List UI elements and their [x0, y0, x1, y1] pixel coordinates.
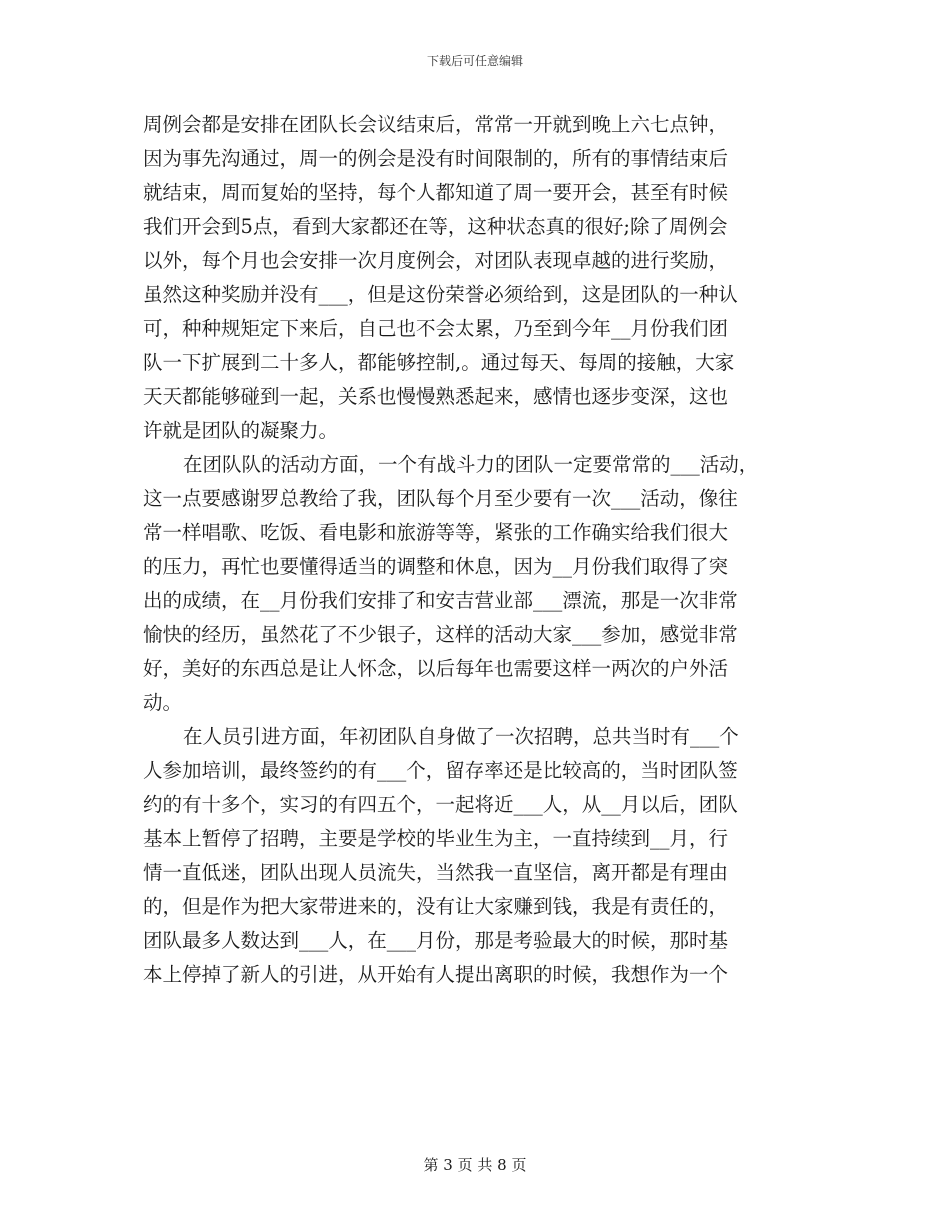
text-line: 本上停掉了新人的引进，从开始有人提出离职的时候，我想作为一个	[143, 963, 729, 986]
text-line: 常一样唱歌、吃饭、看电影和旅游等等，紧张的工作确实给我们很大	[143, 521, 729, 544]
text-line: 许就是团队的凝聚力。	[143, 419, 339, 442]
paragraph	[143, 448, 813, 720]
text-line: 基本上暂停了招聘，主要是学校的毕业生为主，一直持续到__月，行	[143, 827, 729, 850]
text-line: 动。	[143, 691, 183, 714]
document-body	[143, 108, 813, 992]
text-line: 我们开会到5点，看到大家都还在等，这种状态真的很好;除了周例会	[143, 215, 728, 238]
text-line: 约的有十多个，实习的有四五个，一起将近___人，从__月以后，团队	[143, 793, 738, 816]
text-line: 以外，每个月也会安排一次月度例会，对团队表现卓越的进行奖励，	[143, 249, 729, 272]
text-line: 团队最多人数达到___人，在___月份，那是考验最大的时候，那时基	[143, 929, 729, 952]
text-line: 情一直低迷，团队出现人员流失，当然我一直坚信，离开都是有理由	[143, 861, 729, 884]
text-line: 这一点要感谢罗总教给了我，团队每个月至少要有一次___活动，像往	[143, 487, 738, 510]
text-line: 就结束，周而复始的坚持，每个人都知道了周一要开会，甚至有时候	[143, 181, 729, 204]
text-line: 出的成绩，在__月份我们安排了和安吉营业部___漂流，那是一次非常	[143, 589, 738, 612]
text-line: 天天都能够碰到一起，关系也慢慢熟悉起来，感情也逐步变深，这也	[143, 385, 729, 408]
page-number: 第 3 页 共 8 页	[423, 1156, 527, 1174]
text-line: 因为事先沟通过，周一的例会是没有时间限制的，所有的事情结束后	[143, 147, 729, 170]
text-line: 可，种种规矩定下来后，自己也不会太累，乃至到今年__月份我们团	[143, 317, 729, 340]
text-line: 愉快的经历，虽然花了不少银子，这样的活动大家___参加，感觉非常	[143, 623, 738, 646]
text-line: 周例会都是安排在团队长会议结束后，常常一开就到晚上六七点钟，	[143, 113, 729, 136]
text-line: 在团队队的活动方面，一个有战斗力的团队一定要常常的___活动，	[183, 453, 759, 476]
text-line: 好，美好的东西总是让人怀念，以后每年也需要这样一两次的户外活	[143, 657, 729, 680]
paragraph	[143, 720, 813, 992]
text-line: 的压力，再忙也要懂得适当的调整和休息，因为__月份我们取得了突	[143, 555, 729, 578]
paragraph	[143, 108, 813, 448]
text-line: 在人员引进方面，年初团队自身做了一次招聘，总共当时有___个	[183, 725, 739, 748]
text-line: 人参加培训，最终签约的有___个，留存率还是比较高的，当时团队签	[143, 759, 738, 782]
text-line: 的，但是作为把大家带进来的，没有让大家赚到钱，我是有责任的，	[143, 895, 729, 918]
text-line: 队一下扩展到二十多人，都能够控制,。通过每天、每周的接触，大家	[143, 351, 735, 374]
text-line: 虽然这种奖励并没有___，但是这份荣誉必须给到，这是团队的一种认	[143, 283, 738, 306]
page-header-note: 下载后可任意编辑	[426, 54, 523, 68]
